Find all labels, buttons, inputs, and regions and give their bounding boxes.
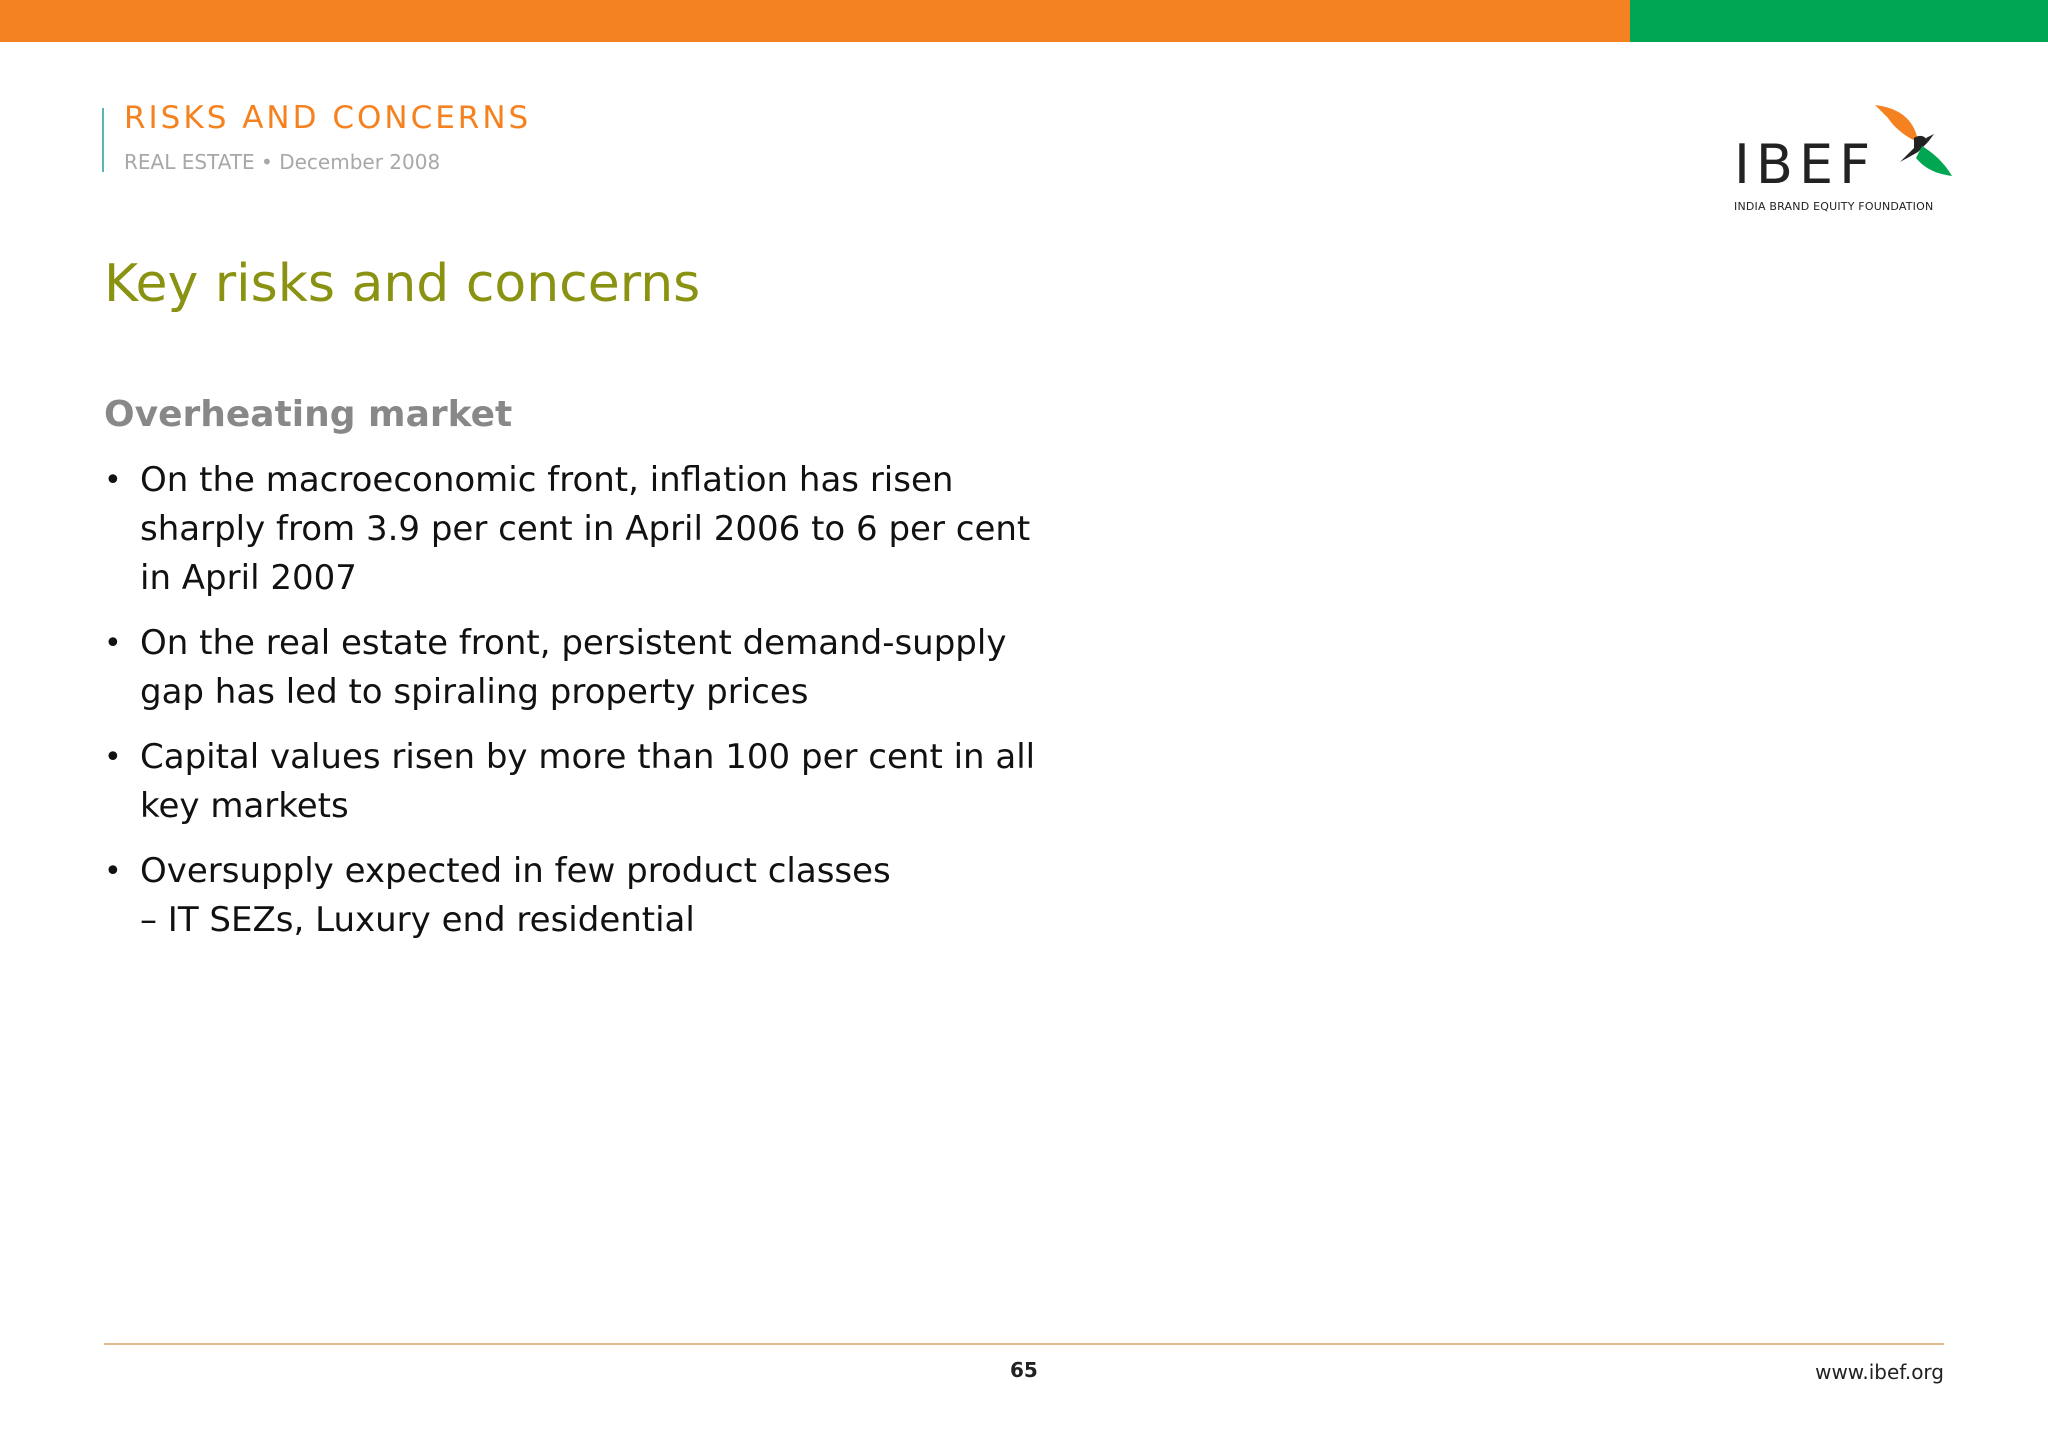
subheading: Overheating market [104,394,513,435]
bullet-dot: • [104,740,122,775]
bullet-line: Capital values risen by more than 100 per cent in all [140,737,1036,777]
bullet-dot: • [104,854,122,889]
bullet-dot: • [104,626,122,661]
bullet-line: gap has led to spiraling property prices [140,672,809,712]
bird-icon [1870,100,1970,190]
bullet-line: On the real estate front, persistent demand-supply [140,623,1007,663]
logo-tagline: INDIA BRAND EQUITY FOUNDATION [1734,200,1934,213]
page-number: 65 [1010,1358,1038,1382]
bird-tail-green [1916,146,1952,176]
logo-wordmark: IBEF [1734,133,1877,196]
bullet-dot: • [104,463,122,498]
page-title: Key risks and concerns [104,254,701,314]
bullet-list [104,456,1036,961]
report-subtitle: REAL ESTATE • December 2008 [124,150,441,174]
bullet-item [104,619,1007,717]
header-vertical-rule [102,108,104,172]
bullet-item [104,733,1036,831]
bullet-line: On the macroeconomic front, inflation has risen [140,460,954,500]
ibef-logo [1730,100,1950,220]
footer-rule [104,1343,1944,1345]
bullet-line: in April 2007 [140,558,357,598]
bullet-line: sharply from 3.9 per cent in April 2006 to 6 per cent [140,509,1031,549]
bird-wing-orange [1875,105,1918,142]
bullet-line: key markets [140,786,349,826]
bullet-item [104,847,1004,945]
top-color-bar [0,0,2048,42]
section-title: RISKS AND CONCERNS [124,100,532,136]
website-link[interactable]: www.ibef.org [1815,1360,1944,1384]
bullet-item [104,456,1031,603]
top-bar-green [1630,0,2048,42]
bullet-line: Oversupply expected in few product classes [140,851,891,891]
bullet-line: – IT SEZs, Luxury end residential [140,900,695,940]
top-bar-orange [0,0,1630,42]
